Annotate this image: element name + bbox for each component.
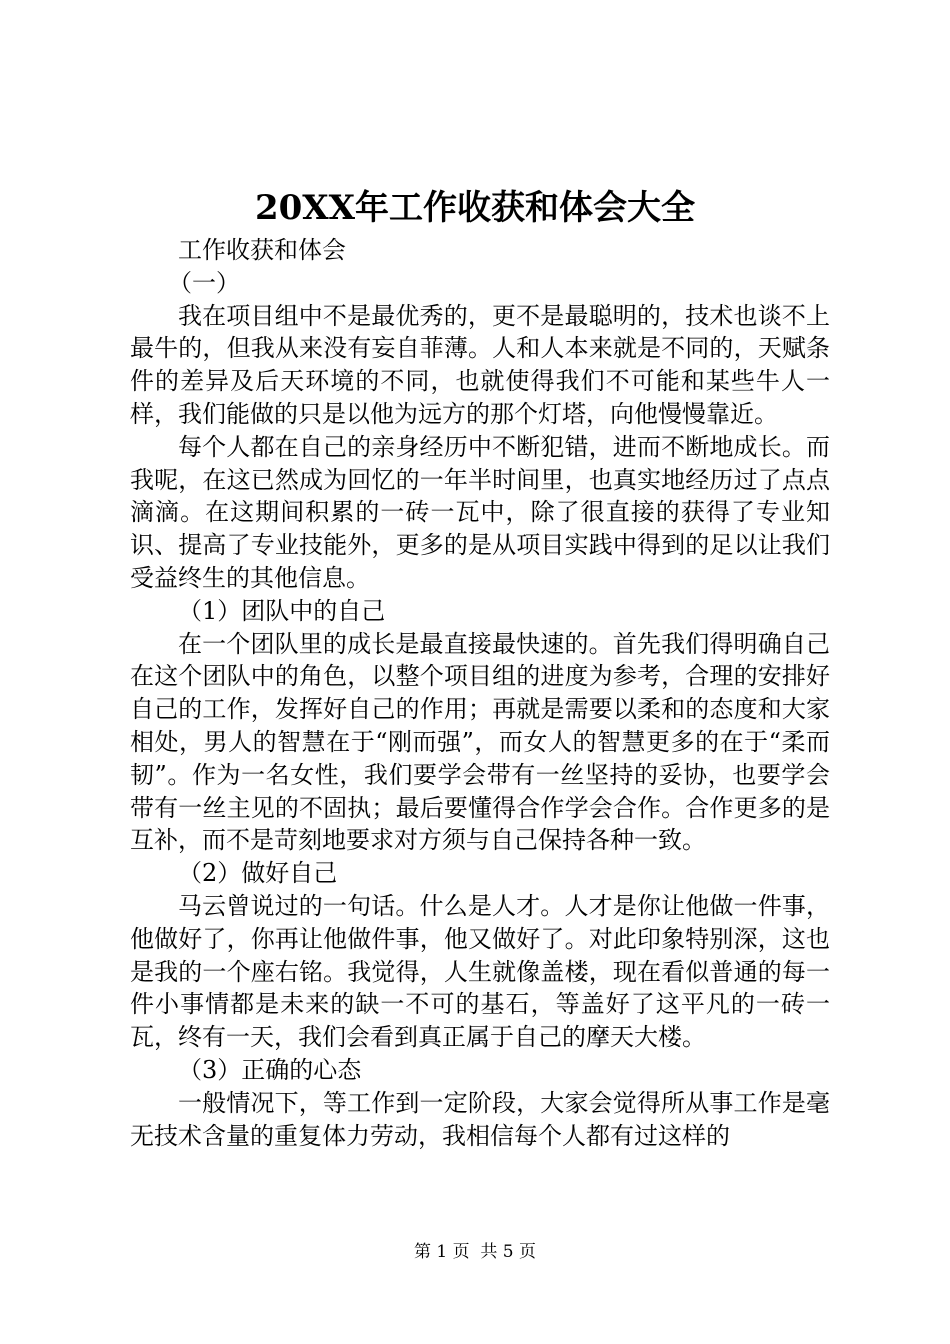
body-paragraph: 马云曾说过的一句话。什么是人才。人才是你让他做一件事，他做好了，你再让他做件事，他又做好了。对此印象特别深，这也是我的一个座右铭。我觉得，人生就像盖楼，现在看似普通的每一件小事情都是未来的缺一不可的基石，等盖好了这平凡的一砖一瓦，终有一天，我们会看到真正属于自己的摩天大楼。 [130,891,830,1052]
document-body [130,234,830,1152]
subsection-heading: （2）做好自己 [178,859,338,888]
body-paragraph: 一般情况下，等工作到一定阶段，大家会觉得所从事工作是毫无技术含量的重复体力劳动，我相信每个人都有过这样的 [130,1088,830,1150]
section-heading: 工作收获和体会 [178,236,346,264]
document-title: 20XX年工作收获和体会大全 [254,188,696,228]
subsection-heading: （3）正确的心态 [178,1055,362,1084]
section-number: （一） [168,268,240,297]
page-footer [0,1240,950,1264]
subsection-heading: （1）团队中的自己 [178,596,386,625]
page-number-label: 第 1 页 共 5 页 [413,1242,537,1262]
body-paragraph: 每个人都在自己的亲身经历中不断犯错，进而不断地成长。而我呢，在这已然成为回忆的一年半时间里，也真实地经历过了点点滴滴。在这期间积累的一砖一瓦中，除了很直接的获得了专业知识、提高了专业技能外，更多的是从项目实践中得到的足以让我们受益终生的其他信息。 [130,432,830,592]
body-paragraph: 我在项目组中不是最优秀的，更不是最聪明的，技术也谈不上最牛的，但我从来没有妄自菲薄。人和人本来就是不同的，天赋条件的差异及后天环境的不同，也就使得我们不可能和某些牛人一样，我们能做的只是以他为远方的那个灯塔，向他慢慢靠近。 [130,301,830,428]
body-paragraph: 在一个团队里的成长是最直接最快速的。首先我们得明确自己在这个团队中的角色，以整个项目组的进度为参考，合理的安排好自己的工作，发挥好自己的作用；再就是需要以柔和的态度和大家相处，男人的智慧在于“刚而强”，而女人的智慧更多的在于“柔而韧”。作为一名女性，我们要学会带有一丝坚持的妥协，也要学会带有一丝主见的不固执；最后要懂得合作学会合作。合作更多的是互补，而不是苛刻地要求对方须与自己保持各种一致。 [130,629,830,855]
